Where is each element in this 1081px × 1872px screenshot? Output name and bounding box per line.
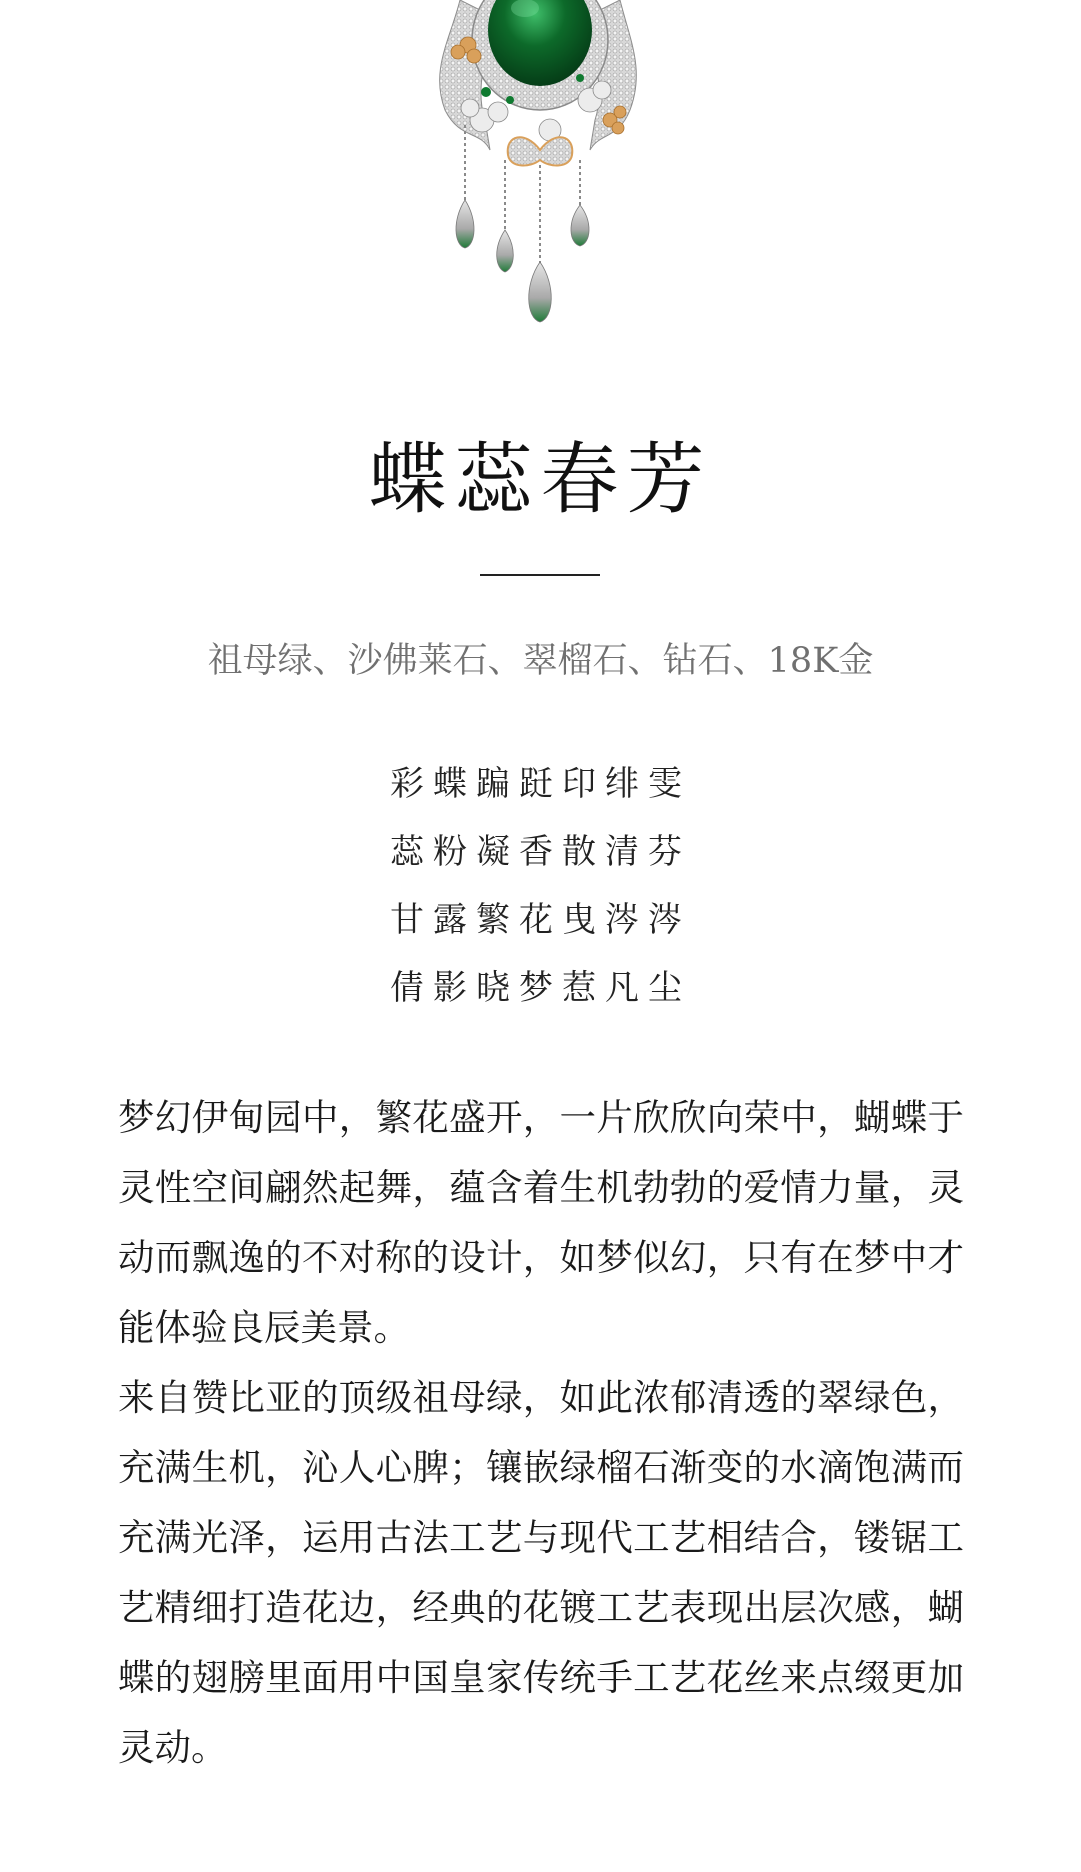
poem-line: 彩蝶蹁跹印绯雯 [390,764,691,804]
poem-line: 倩影晓梦惹凡尘 [390,968,691,1008]
description [118,1083,964,1783]
poem-line: 蕊粉凝香散清芬 [390,832,691,872]
title-divider [480,574,600,576]
description-paragraph: 来自赞比亚的顶级祖母绿，如此浓郁清透的翠绿色，充满生机，沁人心脾；镶嵌绿榴石渐变的水滴饱满而充满光泽，运用古法工艺与现代工艺相结合，镂锯工艺精细打造花边，经典的花镀工艺表现出层次感，蝴蝶的翅膀里面用中国皇家传统手工艺花丝来点缀更加灵动。 [118,1376,964,1769]
product-title: 蝶蕊春芳 [368,435,713,525]
jewelry-pendant-image [390,0,690,340]
poem [0,750,1081,1022]
poem-line: 甘露繁花曳涔涔 [390,900,691,940]
description-paragraph: 梦幻伊甸园中，繁花盛开，一片欣欣向荣中，蝴蝶于灵性空间翩然起舞，蕴含着生机勃勃的爱情力量，灵动而飘逸的不对称的设计，如梦似幻，只有在梦中才能体验良辰美景。 [118,1096,964,1349]
materials-list: 祖母绿、沙佛莱石、翠榴石、钻石、18K金 [207,641,874,681]
